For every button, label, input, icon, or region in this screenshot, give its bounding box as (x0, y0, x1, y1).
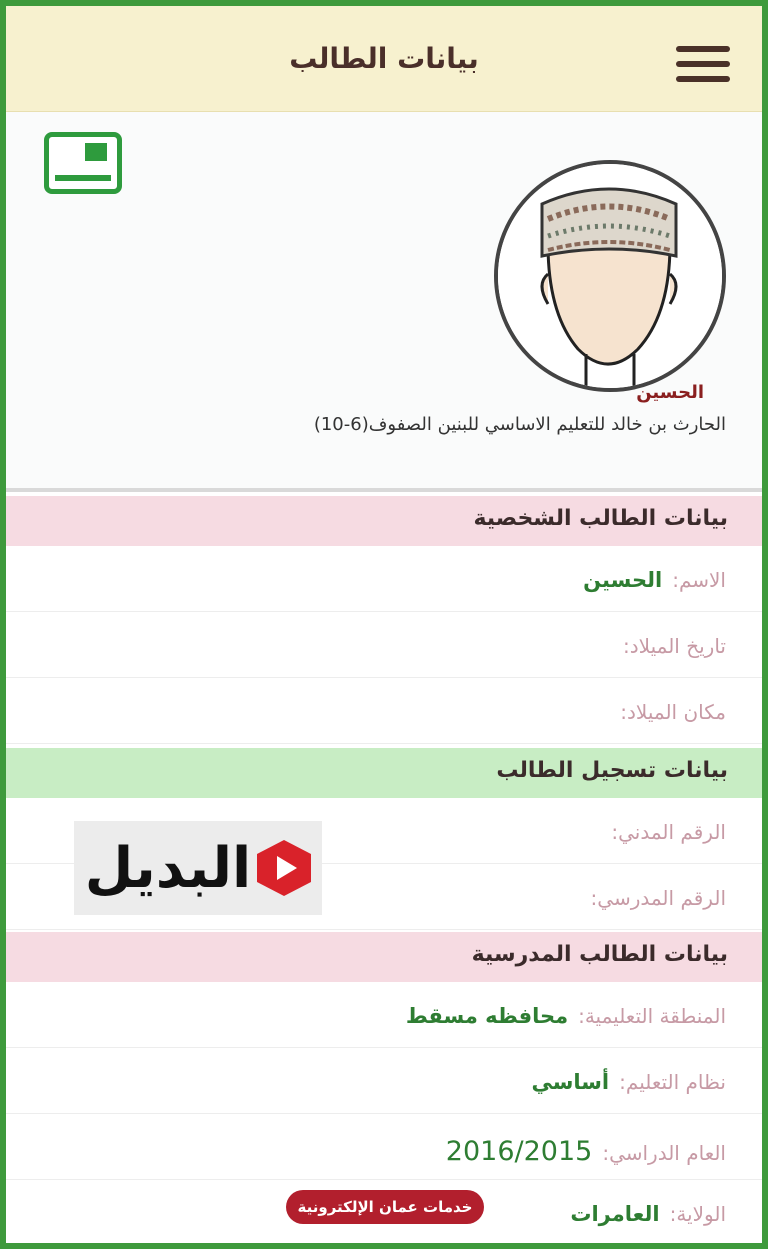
wilaya-value: العامرات (570, 1202, 660, 1226)
civil-number-label: الرقم المدني: (611, 820, 726, 844)
section-registration-title: بيانات تسجيل الطالب (496, 758, 728, 783)
row-education-system (6, 1048, 762, 1114)
section-school (6, 932, 762, 982)
row-region (6, 982, 762, 1048)
education-system-value: أساسي (531, 1070, 610, 1094)
school-number-label: الرقم المدرسي: (590, 886, 726, 910)
row-name (6, 546, 762, 612)
region-value: محافظه مسقط (405, 1004, 569, 1028)
section-registration (6, 748, 762, 798)
school-name: الحارث بن خالد للتعليم الاساسي للبنين الصفوف(6-10) (313, 414, 726, 435)
row-birth-date (6, 612, 762, 678)
name-value: الحسين (583, 568, 663, 592)
profile-card (6, 112, 762, 492)
birth-date-label: تاريخ الميلاد: (623, 634, 726, 658)
section-school-title: بيانات الطالب المدرسية (471, 942, 728, 967)
academic-year-value: 2016/2015 (445, 1136, 593, 1167)
app-header (6, 6, 762, 112)
avatar (494, 160, 726, 392)
student-name: الحسين (636, 382, 704, 403)
menu-icon[interactable] (676, 46, 730, 82)
id-card-icon[interactable] (44, 132, 122, 194)
oman-eservices-badge: خدمات عمان الإلكترونية (286, 1190, 484, 1224)
page-title: بيانات الطالب (289, 42, 479, 75)
section-personal-title: بيانات الطالب الشخصية (473, 506, 728, 531)
birth-place-label: مكان الميلاد: (620, 700, 726, 724)
wilaya-label: الولاية: (669, 1202, 726, 1226)
education-system-label: نظام التعليم: (619, 1070, 726, 1094)
academic-year-label: العام الدراسي: (602, 1141, 726, 1165)
name-label: الاسم: (672, 568, 726, 592)
logo-text: البديل (84, 835, 252, 901)
student-silhouette-icon (498, 164, 722, 388)
albadeel-logo (74, 821, 322, 915)
region-label: المنطقة التعليمية: (578, 1004, 726, 1028)
play-icon (257, 840, 311, 896)
row-academic-year (6, 1114, 762, 1180)
section-personal (6, 496, 762, 546)
row-birth-place (6, 678, 762, 744)
